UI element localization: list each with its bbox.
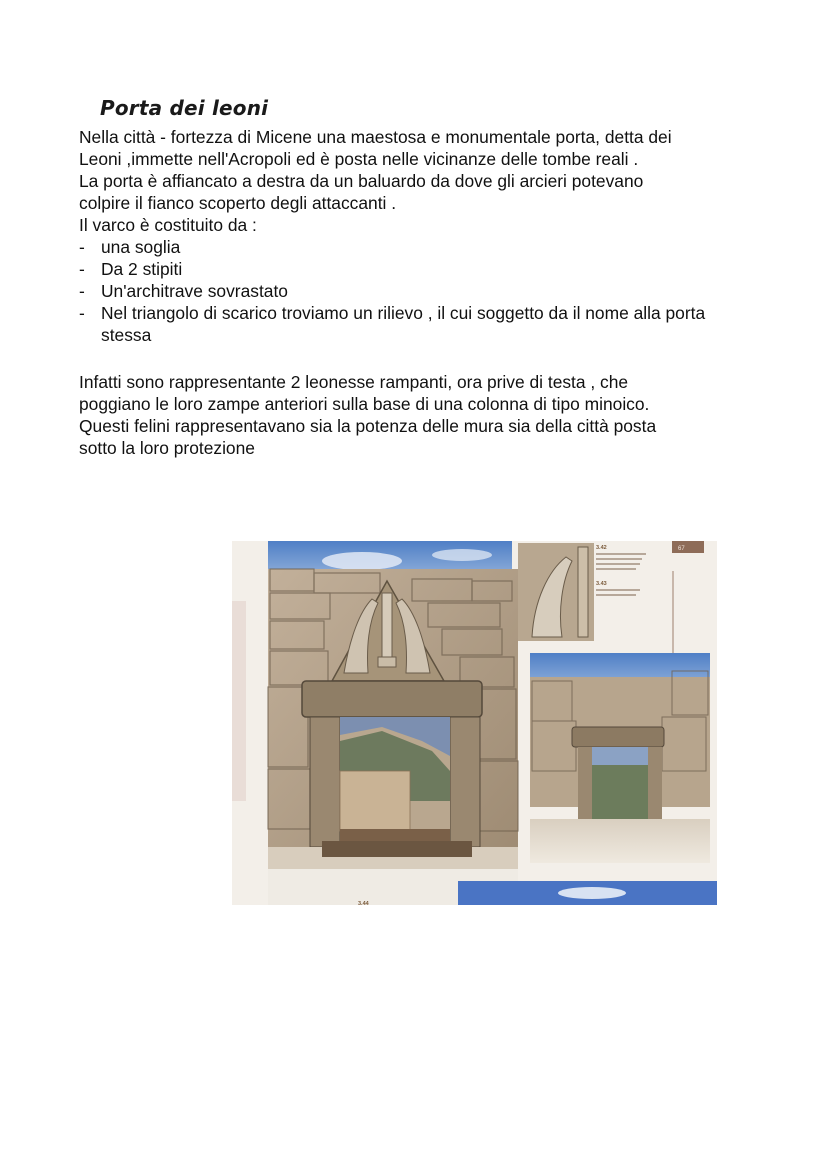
text-line: sotto la loro protezione xyxy=(79,438,255,458)
list-item: - Da 2 stipiti xyxy=(79,258,769,280)
text-line: poggiano le loro zampe anteriori sulla base di una colonna di tipo minoico. xyxy=(79,394,650,414)
list-item: - una soglia xyxy=(79,236,769,258)
page-number: 67 xyxy=(678,546,685,552)
caption-number: 3.44 xyxy=(358,901,369,905)
list-item: - Nel triangolo di scarico troviamo un rilievo , il cui soggetto da il nome alla porta stessa xyxy=(79,302,741,346)
paragraph-intro xyxy=(79,126,769,346)
main-gate-photo xyxy=(268,541,518,905)
text-line: Leoni ,immette nell'Acropoli ed è posta nelle vicinanze delle tombe reali . xyxy=(79,149,639,169)
caption-number: 3.42 xyxy=(596,545,607,551)
left-page-edge xyxy=(232,601,246,801)
page-number-badge xyxy=(672,541,704,553)
text-line: Il varco è costituito da : xyxy=(79,215,257,235)
bullet-list xyxy=(79,236,769,346)
list-item: - Un'architrave sovrastato xyxy=(79,280,769,302)
caption-number: 3.43 xyxy=(596,581,607,587)
text-line: Questi felini rappresentavano sia la potenza delle mura sia della città posta xyxy=(79,416,657,436)
page-title: Porta dei leoni xyxy=(100,96,269,120)
text-line: La porta è affiancato a destra da un baluardo da dove gli arcieri potevano xyxy=(79,171,644,191)
text-line: Nella città - fortezza di Micene una maestosa e monumentale porta, detta dei xyxy=(79,127,672,147)
paragraph-description xyxy=(79,371,769,459)
text-line: colpire il fianco scoperto degli attaccanti . xyxy=(79,193,397,213)
text-line: Infatti sono rappresentante 2 leonesse rampanti, ora prive di testa , che xyxy=(79,372,629,392)
lion-gate-photo xyxy=(232,541,717,905)
gate-interior-photo xyxy=(530,653,710,863)
relief-detail-photo xyxy=(518,543,594,641)
